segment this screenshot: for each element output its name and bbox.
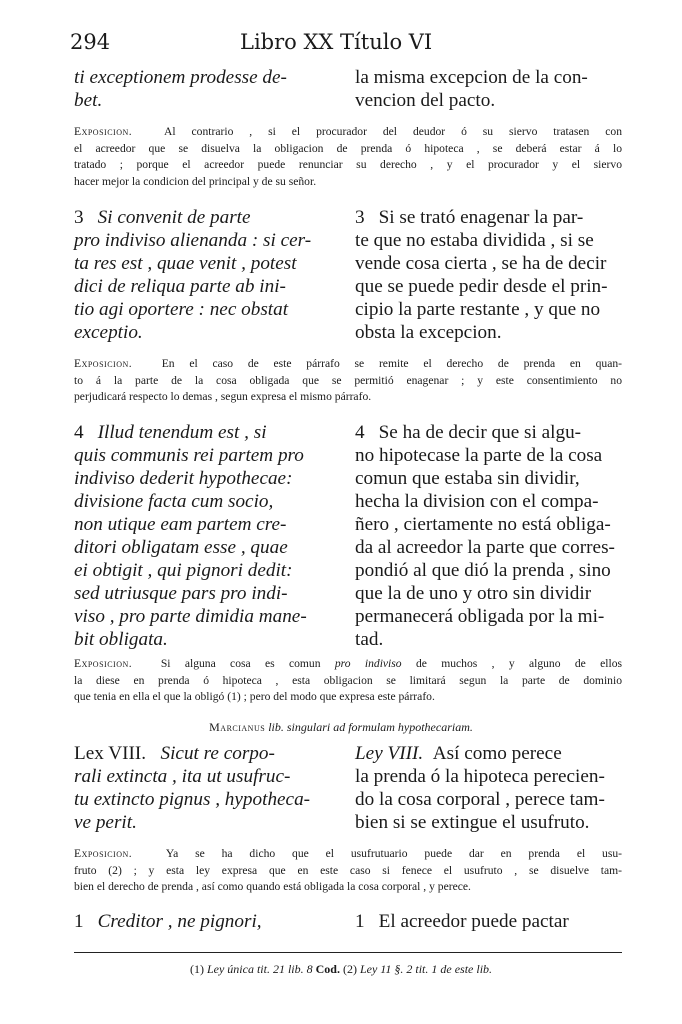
spanish-paragraph-3 <box>355 206 623 344</box>
exposicion-line: fruto (2) ; y esta ley expresa que en este caso si fenece el usufruto , se disuelve tam- <box>74 863 622 877</box>
spanish-line: tad. <box>355 629 384 650</box>
latin-line: Illud tenendum est , si <box>97 422 267 443</box>
spanish-line: bien si se extingue el usufruto. <box>355 812 590 833</box>
spanish-line: Se ha de decir que si algu- <box>378 422 582 443</box>
latin-line: viso , pro parte dimidia mane- <box>74 606 307 627</box>
spanish-line: vende cosa cierta , se ha de decir <box>355 253 607 274</box>
latin-line: ta res est , quae venit , potest <box>74 253 297 274</box>
latin-line: rali extincta , ita ut usufruc- <box>74 766 291 787</box>
spanish-line: la prenda ó la hipoteca perecien- <box>355 766 605 787</box>
exposicion-line: que tenia en ella el que la obligó (1) ; pero del modo que expresa este párrafo. <box>74 690 435 703</box>
paragraph-number: 1 <box>355 911 365 932</box>
spanish-line: Si se trató enagenar la par- <box>378 207 584 228</box>
footnote-text: Ley 11 §. 2 tit. 1 de este lib. <box>359 962 493 976</box>
exposicion-text: Si alguna cosa es comun <box>160 657 321 670</box>
exposicion-commentary-1 <box>74 124 622 190</box>
latin-column-continuation <box>74 66 336 112</box>
source-text: lib. singulari ad formulam hypothecariam. <box>268 720 473 734</box>
latin-line: quis communis rei partem pro <box>74 445 304 466</box>
exposicion-line: to á la parte de la cosa obligada que se permitió enagenar ; y este consentimiento no <box>74 373 622 387</box>
spanish-line: no hipotecase la parte de la cosa <box>355 445 603 466</box>
latin-line: ei obtigit , qui pignori dedit: <box>74 560 293 581</box>
running-title: Libro XX Título VI <box>240 30 433 54</box>
exposicion-line: En el caso de este párrafo se remite el derecho de prenda en quan- <box>161 357 622 370</box>
latin-line: ditori obligatam esse , quae <box>74 537 288 558</box>
latin-line: Sicut re corpo- <box>160 743 275 764</box>
latin-line: non utique eam partem cre- <box>74 514 287 535</box>
spanish-line: do la cosa corporal , perece tam- <box>355 789 605 810</box>
paragraph-number: 1 <box>74 911 84 932</box>
spanish-column-continuation <box>355 66 623 112</box>
spanish-line: la misma excepcion de la con- <box>355 67 588 88</box>
spanish-line: ñero , ciertamente no está obliga- <box>355 514 611 535</box>
spanish-line: comun que estaba sin dividir, <box>355 468 580 489</box>
exposicion-line: Al contrario , si el procurador del deudor ó su siervo tratasen con <box>164 125 623 138</box>
exposicion-label: Exposicion. <box>74 847 133 860</box>
latin-paragraph-1 <box>74 910 336 933</box>
lex-heading: Lex VIII. <box>74 743 147 764</box>
spanish-line: obsta la excepcion. <box>355 322 502 343</box>
latin-line: pro indiviso alienanda : si cer- <box>74 230 312 251</box>
spanish-line: hecha la division con el compa- <box>355 491 599 512</box>
spanish-line: que la de uno y otro sin dividir <box>355 583 592 604</box>
exposicion-line: tratado ; porque el acreedor puede renunciar su derecho , y el procurador y el siervo <box>74 158 622 171</box>
latin-lex-viii <box>74 742 336 834</box>
footnotes <box>0 962 682 977</box>
paragraph-number: 3 <box>74 207 84 228</box>
spanish-line: te que no estaba dividida , si se <box>355 230 594 251</box>
spanish-line: Así como perece <box>432 743 562 764</box>
spanish-line: que se puede pedir desde el prin- <box>355 276 608 297</box>
spanish-line: El acreedor puede pactar <box>378 911 569 932</box>
lex-source-citation <box>0 720 682 735</box>
exposicion-label: Exposicion. <box>74 357 133 370</box>
latin-line: exceptio. <box>74 322 143 343</box>
exposicion-line: bien el derecho de prenda , así como quando está obligada la cosa corporal , y perece. <box>74 880 471 893</box>
spanish-line: pondió al que dió la prenda , sino <box>355 560 611 581</box>
paragraph-number: 3 <box>355 207 365 228</box>
exposicion-text: de muchos , y alguno de ellos <box>415 657 623 670</box>
exposicion-line: el acreedor que se disuelva la obligacion de prenda ó hipoteca , se deberá estar á lo <box>74 141 622 155</box>
exposicion-commentary-4 <box>74 846 622 896</box>
latin-line: sed utriusque pars pro indi- <box>74 583 288 604</box>
latin-paragraph-4 <box>74 421 336 651</box>
page-number: 294 <box>70 30 111 54</box>
spanish-line: cipio la parte restante , y que no <box>355 299 601 320</box>
exposicion-label: Exposicion. <box>74 125 133 138</box>
footnote-text: Cod. <box>315 962 340 976</box>
spanish-line: permanecerá obligada por la mi- <box>355 606 605 627</box>
latin-line: ti exceptionem prodesse de- <box>74 67 287 88</box>
footnote-text: Ley única tit. 21 lib. 8 <box>206 962 313 976</box>
latin-line: tu extincto pignus , hypotheca- <box>74 789 311 810</box>
latin-line: Si convenit de parte <box>97 207 251 228</box>
latin-line: ve perit. <box>74 812 137 833</box>
exposicion-line: Ya se ha dicho que el usufrutuario puede dar en prenda el usu- <box>165 847 623 860</box>
latin-line: divisione facta cum socio, <box>74 491 274 512</box>
exposicion-line: perjudicará respecto lo demas , segun expresa el mismo párrafo. <box>74 390 372 403</box>
lex-heading: Ley VIII. <box>355 743 424 764</box>
exposicion-italic-term: pro indiviso <box>334 657 402 670</box>
source-author: Marcianus <box>209 720 266 734</box>
latin-line: bit obligata. <box>74 629 168 650</box>
paragraph-number: 4 <box>74 422 84 443</box>
latin-line: tio agi oportere : nec obstat <box>74 299 289 320</box>
footnote-marker: (1) <box>189 962 204 976</box>
paragraph-number: 4 <box>355 422 365 443</box>
latin-line: bet. <box>74 90 103 111</box>
exposicion-commentary-2 <box>74 356 622 406</box>
spanish-line: vencion del pacto. <box>355 90 496 111</box>
spanish-line: da al acreedor la parte que corres- <box>355 537 615 558</box>
footnote-rule <box>74 952 622 953</box>
latin-line: indiviso dederit hypothecae: <box>74 468 293 489</box>
latin-paragraph-3 <box>74 206 336 344</box>
exposicion-label: Exposicion. <box>74 657 133 670</box>
exposicion-commentary-3 <box>74 656 622 706</box>
spanish-ley-viii <box>355 742 623 834</box>
latin-line: Creditor , ne pignori, <box>97 911 262 932</box>
page-header <box>70 30 630 60</box>
exposicion-line: hacer mejor la condicion del principal y de su señor. <box>74 174 317 188</box>
latin-line: dici de reliqua parte ab ini- <box>74 276 286 297</box>
footnote-marker: (2) <box>342 962 357 976</box>
exposicion-line: la diese en prenda ó hipoteca , esta obligacion se limitará segun la parte de dominio <box>74 673 622 687</box>
spanish-paragraph-1 <box>355 910 623 933</box>
spanish-paragraph-4 <box>355 421 623 651</box>
